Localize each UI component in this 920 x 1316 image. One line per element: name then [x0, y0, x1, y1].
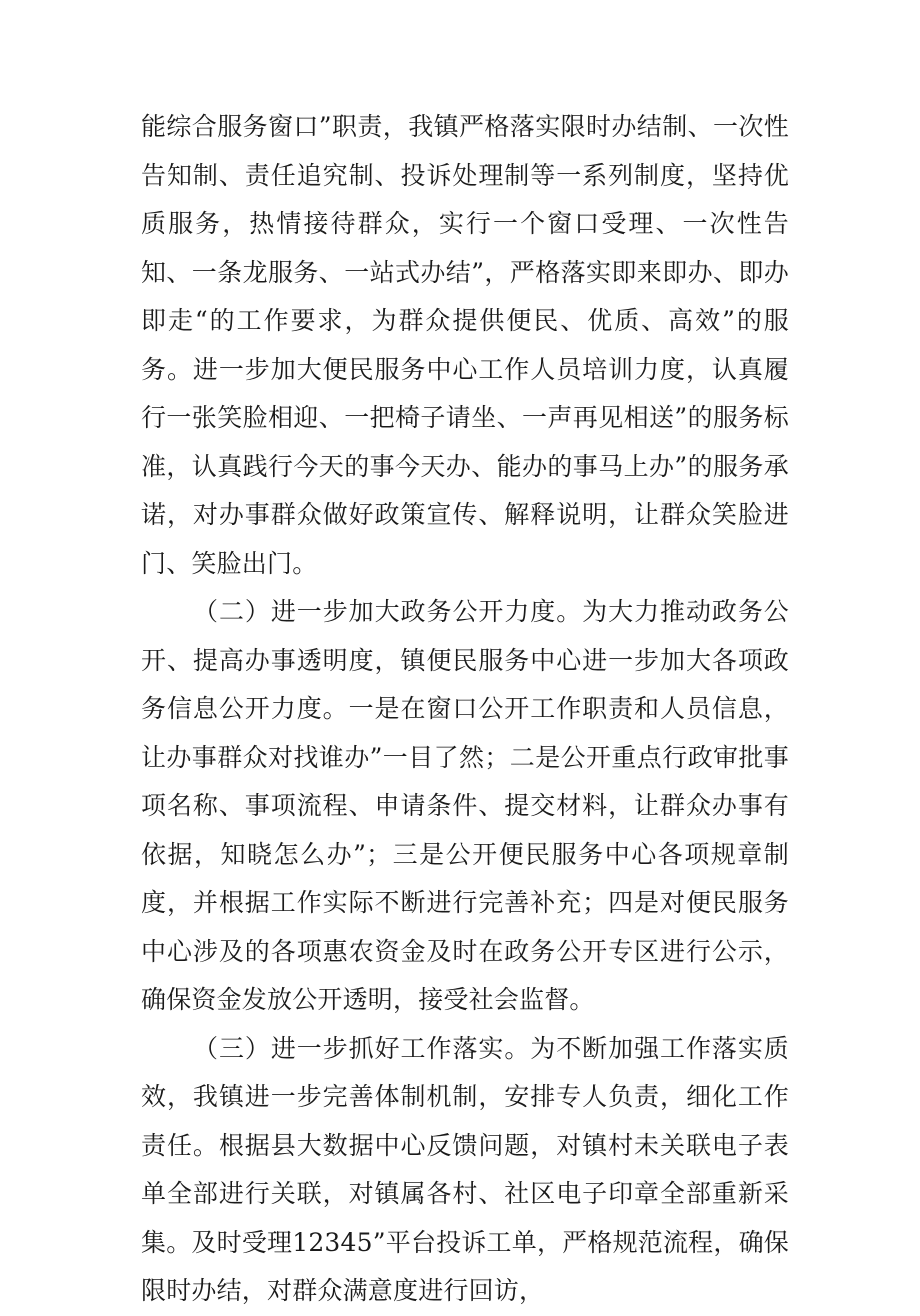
paragraph-service-window: 能综合服务窗口”职责，我镇严格落实限时办结制、一次性告知制、责任追究制、投诉处理制等一系列制度，坚持优质服务，热情接待群众，实行一个窗口受理、一次性告知、一条龙服务、一站式办结”，严格落实即来即办、即办即走“的工作要求，为群众提供便民、优质、高效”的服务。进一步加大便民服务中心工作人员培训力度，认真履行一张笑脸相迎、一把椅子请坐、一声再见相送”的服务标准，认真践行今天的事今天办、能办的事马上办”的服务承诺，对办事群众做好政策宣传、解释说明，让群众笑脸进门、笑脸出门。 [141, 112, 789, 578]
paragraph-government-affairs-openness: （二）进一步加大政务公开力度。为大力推动政务公开、提高办事透明度，镇便民服务中心进一步加大各项政务信息公开力度。一是在窗口公开工作职责和人员信息，让办事群众对找谁办”一目了然；二是公开重点行政审批事项名称、事项流程、申请条件、提交材料，让群众办事有依据，知晓怎么办”；三是公开便民服务中心各项规章制度，并根据工作实际不断进行完善补充；四是对便民服务中心涉及的各项惠农资金及时在政务公开专区进行公示，确保资金发放公开透明，接受社会监督。 [141, 597, 789, 1014]
document-body [141, 103, 789, 1316]
paragraph-work-implementation: （三）进一步抓好工作落实。为不断加强工作落实质效，我镇进一步完善体制机制，安排专人负责，细化工作责任。根据县大数据中心反馈问题，对镇村未关联电子表单全部进行关联，对镇属各村、社区电子印章全部重新采集。及时受理12345”平台投诉工单，严格规范流程，确保限时办结，对群众满意度进行回访， [141, 1033, 789, 1305]
